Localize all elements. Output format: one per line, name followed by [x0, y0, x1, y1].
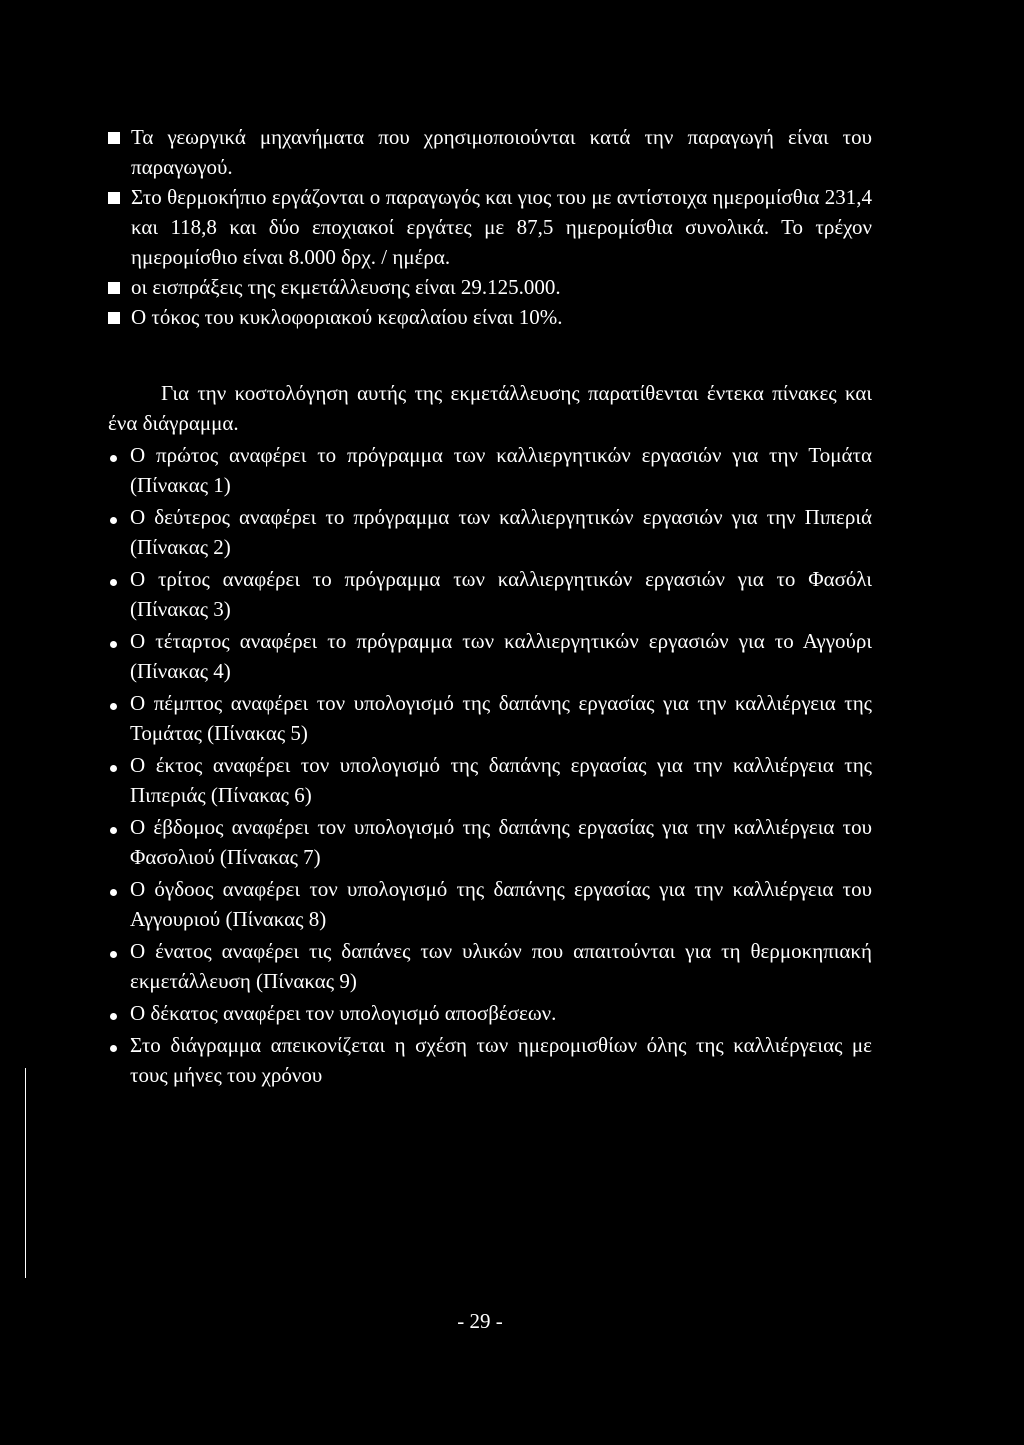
list-item-text: Στο διάγραμμα απεικονίζεται η σχέση των ημερομισθίων όλης της καλλιέργειας με τους μήνες του χρόνου — [130, 1033, 872, 1087]
circle-bullet-icon — [108, 502, 117, 532]
list-item — [108, 122, 872, 182]
list-item — [108, 750, 872, 810]
list-item — [108, 874, 872, 934]
list-item — [108, 502, 872, 562]
list-item-text: Ο δεύτερος αναφέρει το πρόγραμμα των καλλιεργητικών εργασιών για την Πιπεριά (Πίνακας 2) — [130, 505, 872, 559]
list-item — [108, 936, 872, 996]
list-item — [108, 998, 872, 1028]
square-bullet-icon — [108, 182, 120, 212]
list-item-text: Στο θερμοκήπιο εργάζονται ο παραγωγός και γιος του με αντίστοιχα ημερομίσθια 231,4 και 118,8 και δύο εποχιακοί εργάτες με 87,5 ημερομίσθια συνολικά. Το τρέχον ημερομίσθιο είναι 8.000 δρχ. / ημέρα. — [131, 185, 872, 269]
circle-bullet-icon — [108, 626, 117, 656]
list-item — [108, 1030, 872, 1090]
square-bullet-list — [108, 122, 872, 332]
list-item-text: Ο τόκος του κυκλοφοριακού κεφαλαίου είναι 10%. — [131, 305, 563, 329]
square-bullet-icon — [108, 302, 120, 332]
list-item-text: Ο πρώτος αναφέρει το πρόγραμμα των καλλιεργητικών εργασιών για την Τομάτα (Πίνακας 1) — [130, 443, 872, 497]
circle-bullet-list — [108, 440, 872, 1090]
list-item-text: Ο ένατος αναφέρει τις δαπάνες των υλικών που απαιτούνται για τη θερμοκηπιακή εκμετάλλευση (Πίνακας 9) — [130, 939, 872, 993]
square-bullet-icon — [108, 272, 120, 302]
circle-bullet-icon — [108, 936, 117, 966]
list-item-text: Ο δέκατος αναφέρει τον υπολογισμό αποσβέσεων. — [130, 1001, 557, 1025]
list-item — [108, 272, 872, 302]
list-item — [108, 812, 872, 872]
circle-bullet-icon — [108, 564, 117, 594]
intro-paragraph: Για την κοστολόγηση αυτής της εκμετάλλευσης παρατίθενται έντεκα πίνακες και ένα διάγραμμα. — [108, 381, 872, 435]
circle-bullet-icon — [108, 750, 117, 780]
list-item — [108, 626, 872, 686]
circle-bullet-icon — [108, 998, 117, 1028]
scan-edge-line — [25, 1068, 26, 1278]
list-item-text: Ο τρίτος αναφέρει το πρόγραμμα των καλλιεργητικών εργασιών για το Φασόλι (Πίνακας 3) — [130, 567, 872, 621]
list-item-text: οι εισπράξεις της εκμετάλλευσης είναι 29.125.000. — [131, 275, 561, 299]
page-number — [0, 1306, 1024, 1336]
list-item — [108, 688, 872, 748]
list-item — [108, 564, 872, 624]
square-bullet-icon — [108, 122, 120, 152]
list-item — [108, 440, 872, 500]
list-item-text: Ο πέμπτος αναφέρει τον υπολογισμό της δαπάνης εργασίας για την καλλιέργεια της Τομάτας (Πίνακας 5) — [130, 691, 872, 745]
circle-bullet-icon — [108, 440, 117, 470]
list-item-text: Ο έβδομος αναφέρει τον υπολογισμό της δαπάνης εργασίας για την καλλιέργεια του Φασολιού (Πίνακας 7) — [130, 815, 872, 869]
list-item-text: Τα γεωργικά μηχανήματα που χρησιμοποιούνται κατά την παραγωγή είναι του παραγωγού. — [131, 125, 872, 179]
circle-bullet-icon — [108, 688, 117, 718]
list-item — [108, 302, 872, 332]
circle-bullet-icon — [108, 874, 117, 904]
list-item-text: Ο έκτος αναφέρει τον υπολογισμό της δαπάνης εργασίας για την καλλιέργεια της Πιπεριάς (Πίνακας 6) — [130, 753, 872, 807]
page-number-text: - 29 - — [457, 1309, 503, 1333]
circle-bullet-icon — [108, 812, 117, 842]
list-item — [108, 182, 872, 272]
list-item-text: Ο όγδοος αναφέρει τον υπολογισμό της δαπάνης εργασίας για την καλλιέργεια του Αγγουριού (Πίνακας 8) — [130, 877, 872, 931]
circle-bullet-icon — [108, 1030, 117, 1060]
list-item-text: Ο τέταρτος αναφέρει το πρόγραμμα των καλλιεργητικών εργασιών για το Αγγούρι (Πίνακας 4) — [130, 629, 872, 683]
